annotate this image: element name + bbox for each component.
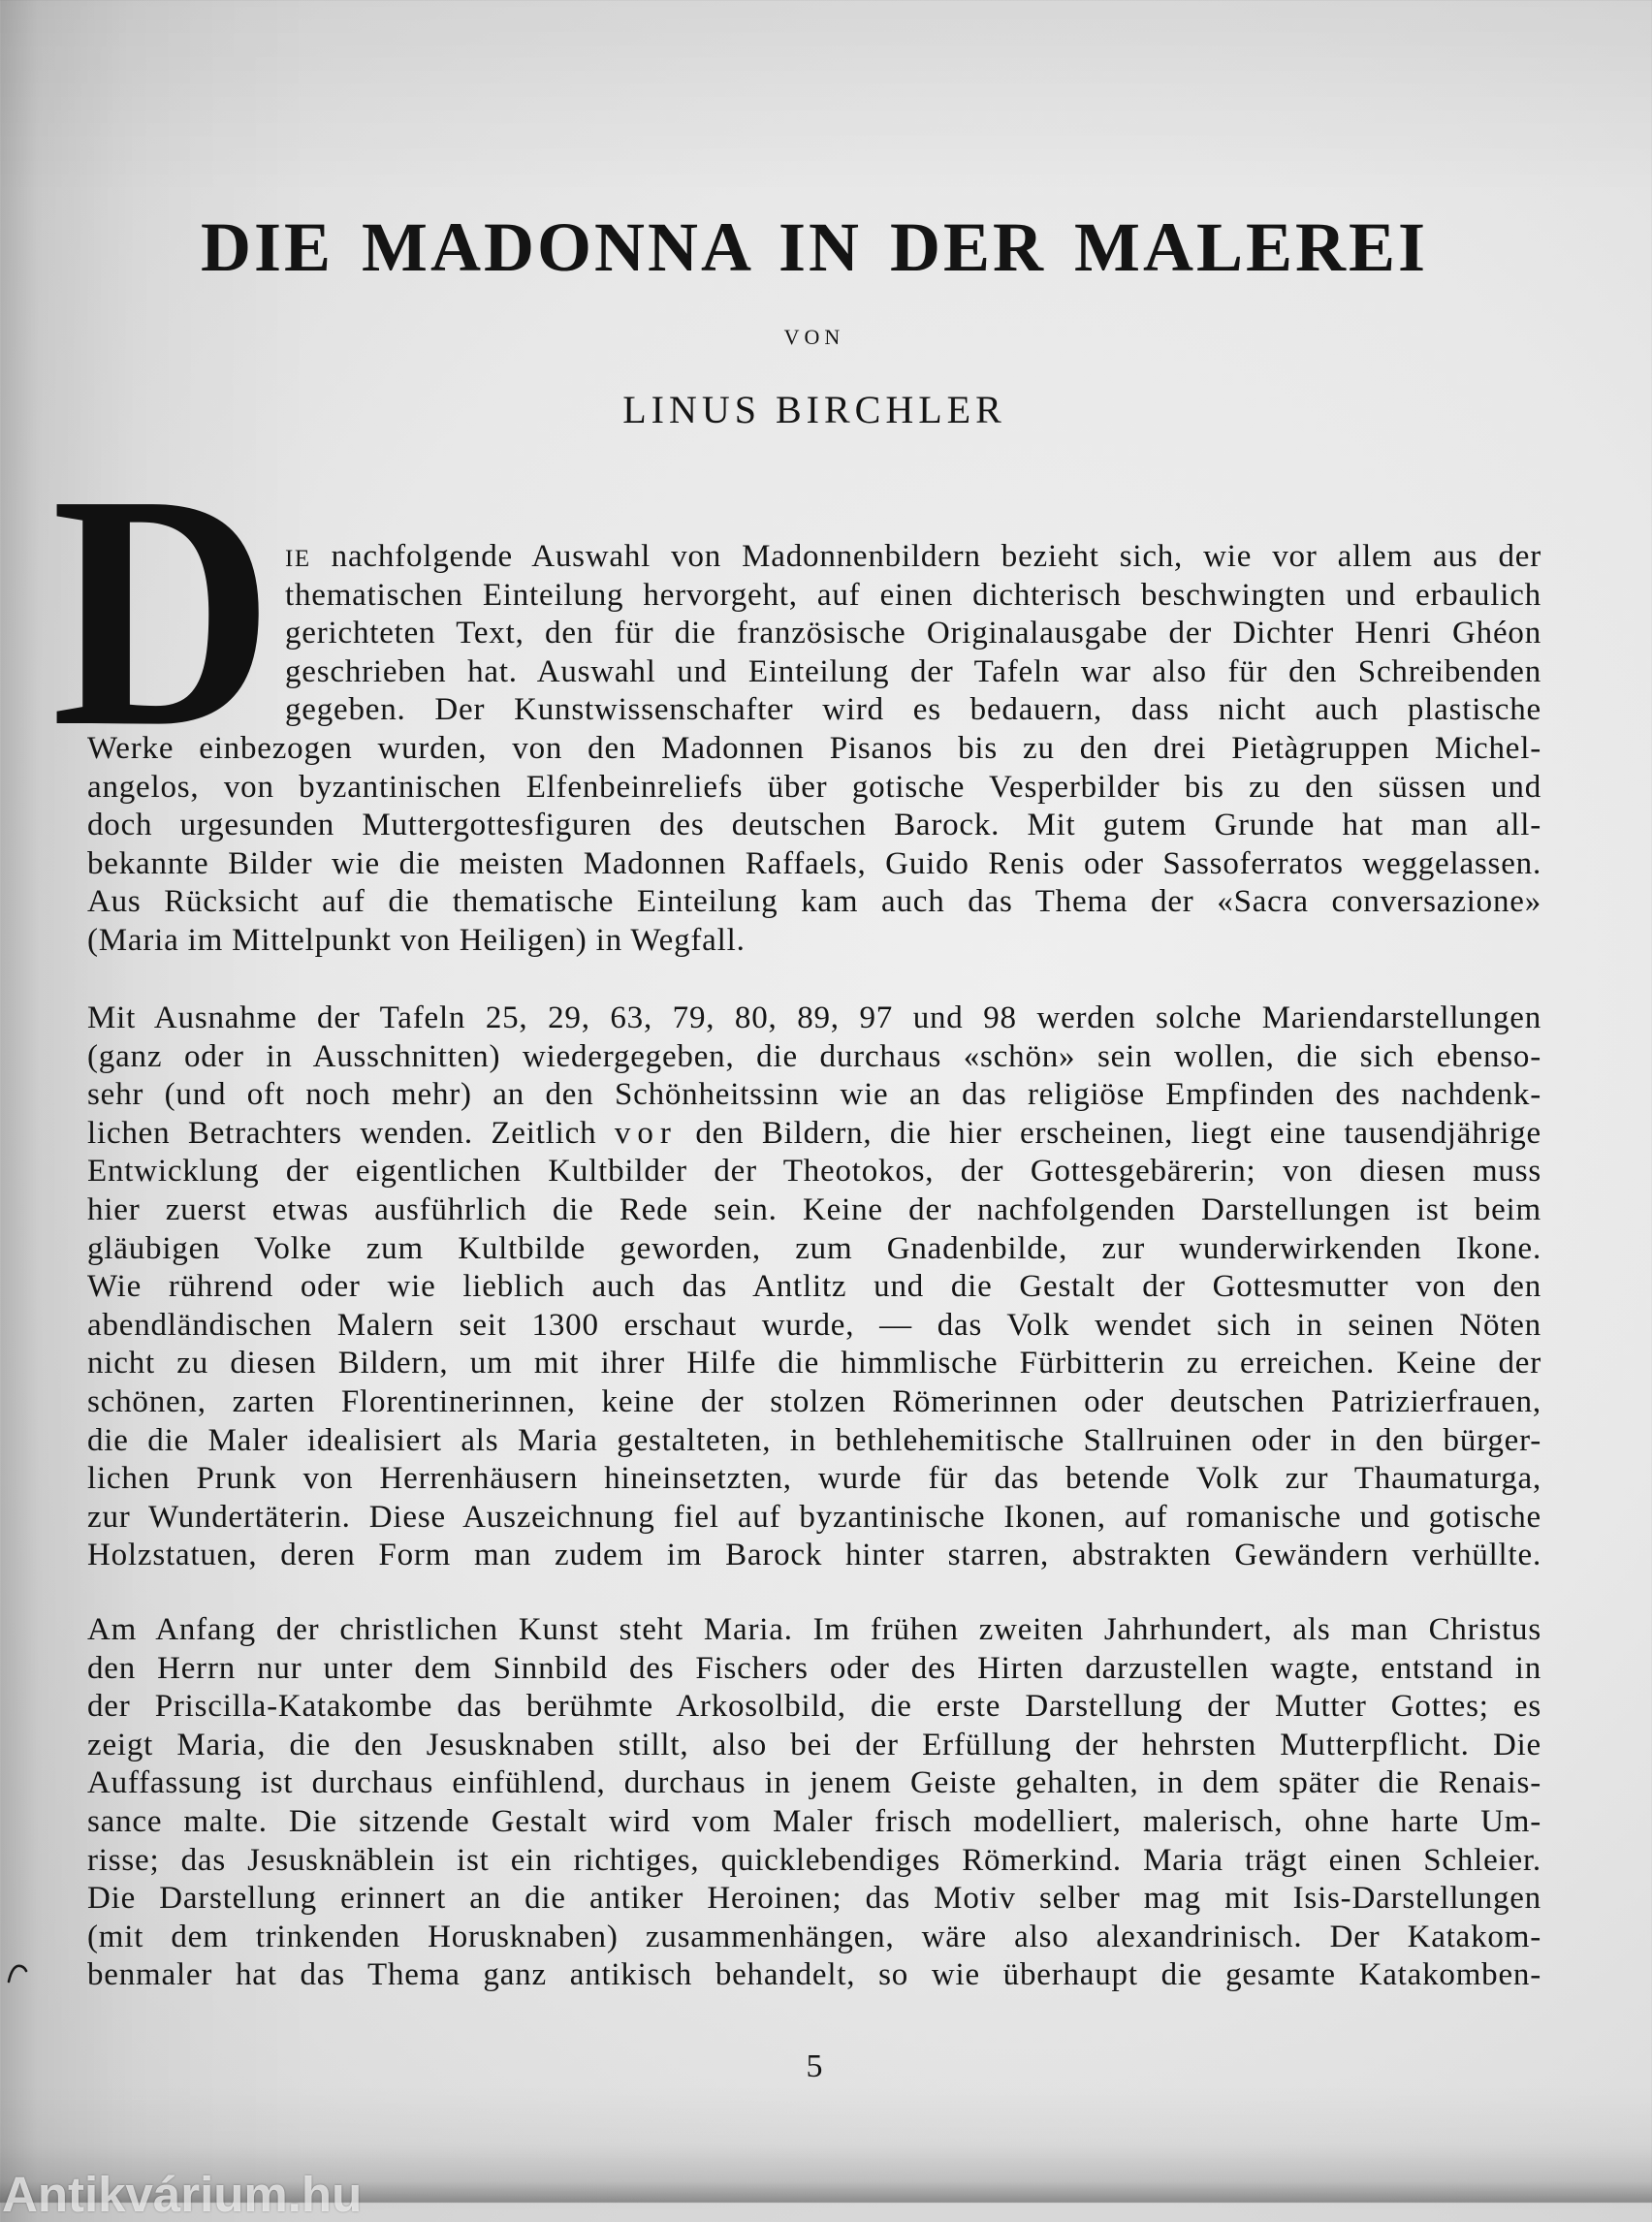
paragraph-1	[87, 538, 1541, 961]
text-line: angelos, von byzantinischen Elfenbeinreliefs über gotische Vesperbilder bis zu den süssen und	[87, 769, 1541, 805]
text-line: geschrieben hat. Auswahl und Einteilung der Tafeln war also für den Schreibenden	[285, 653, 1541, 689]
text-line: Werke einbezogen wurden, von den Madonnen Pisanos bis zu den drei Pietàgruppen Michel-	[87, 730, 1541, 766]
text-line: gerichteten Text, den für die französische Originalausgabe der Dichter Henri Ghéon	[285, 616, 1541, 651]
text-line: (Maria im Mittelpunkt von Heiligen) in Wegfall.	[87, 922, 746, 958]
text-line: benmaler hat das Thema ganz antikisch behandelt, so wie überhaupt die gesamte Katakomben-	[87, 1957, 1541, 1993]
article-title: DIE MADONNA IN DER MALEREI	[200, 208, 1429, 286]
text-line: (ganz oder in Ausschnitten) wiedergegeben, die durchaus «schön» sein wollen, die sich ebenso-	[87, 1038, 1541, 1074]
watermark	[0, 2167, 407, 2222]
text-line: die die Maler idealisiert als Maria gestalteten, in bethlehemitische Stallruinen oder in den bürger-	[87, 1422, 1541, 1458]
text-line	[87, 1115, 1541, 1154]
text-line-body: nachfolgende Auswahl von Madonnenbildern bezieht sich, wie vor allem aus der	[331, 539, 1541, 574]
text-line-after: den Bildern, die hier erscheinen, liegt eine tausendjährige	[695, 1115, 1542, 1151]
text-line: doch urgesunden Muttergottesfiguren des deutschen Barock. Mit gutem Grunde hat man all-	[87, 808, 1541, 843]
text-line: sance malte. Die sitzende Gestalt wird vom Maler frisch modelliert, malerisch, ohne harte Um-	[87, 1803, 1541, 1839]
byline-prefix: VON	[783, 325, 845, 349]
text-line: Entwicklung der eigentlichen Kultbilder der Theotokos, der Gottesgebärerin; von diesen muss	[87, 1154, 1541, 1190]
text-line: gläubigen Volke zum Kultbilde geworden, zum Gnadenbilde, zur wunderwirkenden Ikone.	[87, 1230, 1541, 1266]
text-line: schönen, zarten Florentinerinnen, keine der stolzen Römerinnen oder deutschen Patrizierfrauen,	[87, 1383, 1541, 1419]
small-caps-lead: IE	[285, 546, 311, 572]
paragraph-3	[87, 1611, 1541, 1995]
spaced-emphasis: vor	[614, 1115, 678, 1151]
text-line: Auffassung ist durchaus einfühlend, durchaus in jenem Geiste gehalten, in dem später die Renais-	[87, 1765, 1541, 1801]
text-line: sehr (und oft noch mehr) an den Schönheitssinn wie an das religiöse Empfinden des nachdenk-	[87, 1077, 1541, 1113]
text-line: risse; das Jesusknäblein ist ein richtiges, quicklebendiges Römerkind. Maria trägt einen Schleier.	[87, 1842, 1541, 1878]
text-line: nicht zu diesen Bildern, um mit ihrer Hilfe die himmlische Fürbitterin zu erreichen. Keine der	[87, 1346, 1541, 1381]
text-line: Holzstatuen, deren Form man zudem im Barock hinter starren, abstrakten Gewändern verhüllte.	[87, 1538, 1541, 1573]
text-line: bekannte Bilder wie die meisten Madonnen Raffaels, Guido Renis oder Sassoferratos weggelassen.	[87, 845, 1541, 881]
text-line	[285, 538, 1541, 577]
author-name: LINUS BIRCHLER	[622, 388, 1006, 431]
text-line: lichen Prunk von Herrenhäusern hineinsetzten, wurde für das betende Volk zur Thaumaturga,	[87, 1461, 1541, 1497]
watermark-text: Antikvárium.hu	[2, 2167, 363, 2222]
margin-pencil-mark	[6, 1962, 31, 1985]
text-line: gegeben. Der Kunstwissenschafter wird es bedauern, dass nicht auch plastische	[285, 692, 1541, 728]
text-line: Wie rührend oder wie lieblich auch das Antlitz und die Gestalt der Gottesmutter von den	[87, 1269, 1541, 1305]
text-line: zur Wundertäterin. Diese Auszeichnung fiel auf byzantinische Ikonen, auf romanische und gotische	[87, 1499, 1541, 1535]
text-line: thematischen Einteilung hervorgeht, auf einen dichterisch beschwingten und erbaulich	[285, 577, 1541, 613]
text-line: hier zuerst etwas ausführlich die Rede sein. Keine der nachfolgenden Darstellungen ist beim	[87, 1191, 1541, 1227]
text-line: Am Anfang der christlichen Kunst steht Maria. Im frühen zweiten Jahrhundert, als man Christus	[87, 1612, 1541, 1647]
drop-cap: D	[51, 426, 274, 796]
text-line: Die Darstellung erinnert an die antiker Heroinen; das Motiv selber mag mit Isis-Darstellungen	[87, 1881, 1541, 1917]
page-number: 5	[806, 2048, 823, 2084]
paragraph-2	[87, 1000, 1541, 1575]
text-line: zeigt Maria, die den Jesusknaben stillt, also bei der Erfüllung der hehrsten Mutterpflicht. Die	[87, 1727, 1541, 1762]
text-line: abendländischen Malern seit 1300 erschaut wurde, — das Volk wendet sich in seinen Nöten	[87, 1307, 1541, 1343]
text-line: der Priscilla-Katakombe das berühmte Arkosolbild, die erste Darstellung der Mutter Gottes; es	[87, 1689, 1541, 1725]
text-line: Aus Rücksicht auf die thematische Einteilung kam auch das Thema der «Sacra conversazione»	[87, 884, 1541, 920]
text-line: (mit dem trinkenden Horusknaben) zusammenhängen, wäre also alexandrinisch. Der Katakom-	[87, 1919, 1541, 1954]
text-line: den Herrn nur unter dem Sinnbild des Fischers oder des Hirten darzustellen wagte, entstand in	[87, 1650, 1541, 1686]
text-line: Mit Ausnahme der Tafeln 25, 29, 63, 79, 80, 89, 97 und 98 werden solche Mariendarstellungen	[87, 1000, 1541, 1035]
text-line-before: lichen Betrachters wenden. Zeitlich	[87, 1115, 597, 1151]
